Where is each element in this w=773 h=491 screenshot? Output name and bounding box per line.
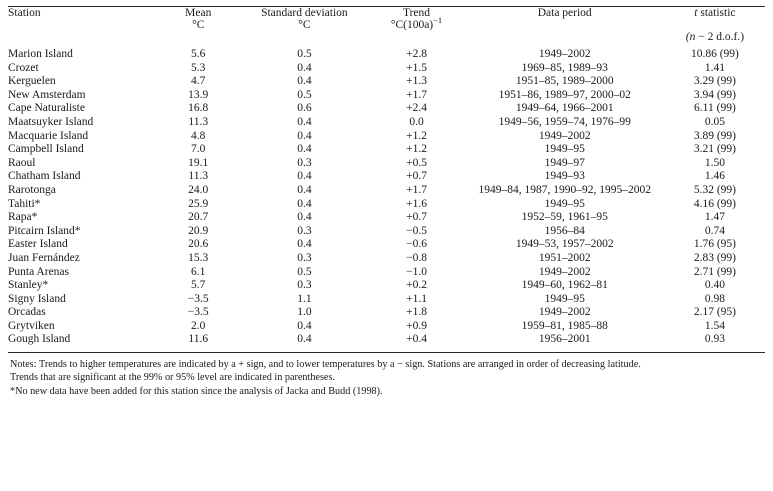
cell-data-period: 1951–2002 xyxy=(538,251,591,264)
cell-t-statistic: 2.83 (99) xyxy=(693,251,736,264)
cell-trend: +1.2 xyxy=(406,143,427,156)
t-statistic-symbol: t xyxy=(694,7,698,19)
cell-data-period: 1949–84, 1987, 1990–92, 1995–2002 xyxy=(478,183,651,196)
cell-station: Stanley* xyxy=(8,279,49,292)
cell-mean: 6.1 xyxy=(191,265,206,278)
cell-standard-deviation: 0.4 xyxy=(297,211,312,224)
cell-data-period: 1949–64, 1966–2001 xyxy=(515,102,614,115)
units-trend-exponent: −1 xyxy=(433,15,443,26)
units-t-blank xyxy=(665,19,765,31)
cell-trend: −0.5 xyxy=(406,224,427,237)
cell-t-statistic: 0.93 xyxy=(704,333,725,346)
column-header-data-period: Data period xyxy=(537,7,592,19)
cell-mean: 20.7 xyxy=(188,211,209,224)
cell-standard-deviation: 0.4 xyxy=(297,319,312,332)
column-header-standard-deviation: Standard deviation xyxy=(261,7,348,19)
cell-standard-deviation: 1.0 xyxy=(297,306,312,319)
table-notes xyxy=(8,353,765,398)
column-header-trend: Trend xyxy=(402,7,431,19)
cell-mean: 5.7 xyxy=(191,279,206,292)
cell-standard-deviation: 0.3 xyxy=(297,224,312,237)
cell-data-period: 1949–95 xyxy=(544,143,585,156)
table-row xyxy=(8,306,765,320)
cell-t-statistic: 1.46 xyxy=(704,170,725,183)
cell-t-statistic: 0.98 xyxy=(704,292,725,305)
cell-mean: 15.3 xyxy=(188,251,209,264)
cell-mean: 25.9 xyxy=(188,197,209,210)
cell-trend: +0.7 xyxy=(406,211,427,224)
cell-t-statistic: 3.29 (99) xyxy=(693,75,736,88)
cell-data-period: 1949–95 xyxy=(544,197,585,210)
cell-standard-deviation: 0.5 xyxy=(297,48,312,60)
table-row xyxy=(8,89,765,103)
cell-mean: 13.9 xyxy=(188,88,209,101)
cell-standard-deviation: 0.4 xyxy=(297,143,312,156)
cell-station: Grytviken xyxy=(8,319,55,332)
cell-standard-deviation: 0.4 xyxy=(297,183,312,196)
cell-t-statistic: 2.71 (99) xyxy=(693,265,736,278)
cell-mean: −3.5 xyxy=(187,306,209,319)
cell-station: Chatham Island xyxy=(8,170,81,183)
cell-trend: +2.4 xyxy=(406,102,427,115)
table-row xyxy=(8,198,765,212)
cell-trend: +0.5 xyxy=(406,156,427,169)
cell-standard-deviation: 0.4 xyxy=(297,170,312,183)
cell-station: Pitcairn Island* xyxy=(8,224,81,237)
cell-mean: 24.0 xyxy=(188,183,209,196)
cell-trend: +1.3 xyxy=(406,75,427,88)
units-station-blank xyxy=(8,19,156,31)
cell-trend: −0.8 xyxy=(406,251,427,264)
cell-data-period: 1959–81, 1985–88 xyxy=(521,319,608,332)
column-header-mean: Mean xyxy=(185,7,212,19)
cell-t-statistic: 0.40 xyxy=(704,279,725,292)
cell-station: Marion Island xyxy=(8,48,73,60)
cell-standard-deviation: 0.4 xyxy=(297,75,312,88)
cell-standard-deviation: 0.4 xyxy=(297,333,312,346)
table-row xyxy=(8,225,765,239)
cell-mean: 16.8 xyxy=(188,102,209,115)
header-row-units xyxy=(8,19,765,31)
table-row xyxy=(8,102,765,116)
cell-standard-deviation: 0.4 xyxy=(297,61,312,74)
cell-data-period: 1951–85, 1989–2000 xyxy=(515,75,614,88)
cell-data-period: 1949–60, 1962–81 xyxy=(521,279,608,292)
table-row xyxy=(8,211,765,225)
cell-station: Crozet xyxy=(8,61,39,74)
column-header-station: Station xyxy=(8,7,41,19)
table-row xyxy=(8,184,765,198)
cell-mean: −3.5 xyxy=(187,292,209,305)
table-row xyxy=(8,43,765,62)
cell-standard-deviation: 0.5 xyxy=(297,88,312,101)
table-row xyxy=(8,75,765,89)
cell-t-statistic: 1.41 xyxy=(704,61,725,74)
cell-trend: −0.6 xyxy=(406,238,427,251)
t-statistic-dof-note xyxy=(665,31,765,43)
cell-t-statistic: 10.86 (99) xyxy=(690,48,739,60)
units-trend xyxy=(368,15,464,31)
cell-station: New Amsterdam xyxy=(8,88,86,101)
cell-data-period: 1951–86, 1989–97, 2000–02 xyxy=(498,88,631,101)
t-statistic-word: statistic xyxy=(697,7,736,19)
cell-data-period: 1956–84 xyxy=(544,224,585,237)
cell-station: Tahiti* xyxy=(8,197,41,210)
cell-trend: −1.0 xyxy=(406,265,427,278)
table-row xyxy=(8,157,765,171)
cell-data-period: 1949–2002 xyxy=(538,265,591,278)
cell-mean: 4.7 xyxy=(191,75,206,88)
cell-station: Macquarie Island xyxy=(8,129,89,142)
cell-station: Maatsuyker Island xyxy=(8,115,94,128)
cell-station: Signy Island xyxy=(8,292,66,305)
cell-station: Raoul xyxy=(8,156,36,169)
cell-station: Gough Island xyxy=(8,333,71,346)
cell-t-statistic: 1.54 xyxy=(704,319,725,332)
cell-t-statistic: 3.94 (99) xyxy=(693,88,736,101)
cell-trend: +1.2 xyxy=(406,129,427,142)
cell-t-statistic: 5.32 (99) xyxy=(693,183,736,196)
cell-data-period: 1969–85, 1989–93 xyxy=(521,61,608,74)
cell-trend: +0.7 xyxy=(406,170,427,183)
cell-mean: 20.9 xyxy=(188,224,209,237)
cell-station: Punta Arenas xyxy=(8,265,70,278)
cell-standard-deviation: 0.4 xyxy=(297,129,312,142)
cell-mean: 5.6 xyxy=(191,48,206,60)
table-row xyxy=(8,333,765,352)
cell-data-period: 1952–59, 1961–95 xyxy=(521,211,608,224)
column-header-t-statistic xyxy=(665,7,765,19)
cell-station: Orcadas xyxy=(8,306,46,319)
cell-mean: 20.6 xyxy=(188,238,209,251)
table-header xyxy=(8,7,765,43)
table-row xyxy=(8,170,765,184)
cell-data-period: 1949–56, 1959–74, 1976–99 xyxy=(498,115,631,128)
cell-trend: +1.7 xyxy=(406,88,427,101)
cell-data-period: 1949–2002 xyxy=(538,129,591,142)
cell-trend: 0.0 xyxy=(409,115,424,128)
dof-sd-blank xyxy=(240,31,368,43)
header-row-dof xyxy=(8,31,765,43)
cell-standard-deviation: 0.4 xyxy=(297,238,312,251)
cell-trend: +0.4 xyxy=(406,333,427,346)
table-row xyxy=(8,116,765,130)
cell-t-statistic: 1.47 xyxy=(704,211,725,224)
cell-station: Cape Naturaliste xyxy=(8,102,85,115)
table-body xyxy=(8,43,765,352)
cell-trend: +0.9 xyxy=(406,319,427,332)
cell-t-statistic: 1.76 (95) xyxy=(693,238,736,251)
cell-t-statistic: 0.05 xyxy=(704,115,725,128)
cell-standard-deviation: 0.4 xyxy=(297,197,312,210)
table-row xyxy=(8,130,765,144)
units-mean: °C xyxy=(192,19,205,31)
table-row xyxy=(8,279,765,293)
cell-trend: +2.8 xyxy=(406,48,427,60)
notes-line-1: Notes: Trends to higher temperatures are indicated by a + sign, and to lower temperatures by a − sign. Stations are arranged in order of decreasing latitude. xyxy=(10,359,641,371)
cell-standard-deviation: 1.1 xyxy=(297,292,312,305)
dof-station-blank xyxy=(8,31,156,43)
cell-station: Easter Island xyxy=(8,238,68,251)
cell-mean: 4.8 xyxy=(191,129,206,142)
cell-data-period: 1949–2002 xyxy=(538,306,591,319)
dof-n-symbol: (n xyxy=(685,31,696,43)
cell-station: Rapa* xyxy=(8,211,38,224)
notes-line-2: Trends that are significant at the 99% or 95% level are indicated in parentheses. xyxy=(10,372,335,384)
cell-mean: 7.0 xyxy=(191,143,206,156)
cell-trend: +1.7 xyxy=(406,183,427,196)
table-row xyxy=(8,266,765,280)
header-row-titles xyxy=(8,7,765,19)
cell-station: Juan Fernández xyxy=(8,251,80,264)
cell-station: Kerguelen xyxy=(8,75,56,88)
cell-data-period: 1949–53, 1957–2002 xyxy=(515,238,614,251)
cell-standard-deviation: 0.3 xyxy=(297,279,312,292)
dof-rest: − 2 d.o.f.) xyxy=(695,31,745,43)
cell-t-statistic: 3.89 (99) xyxy=(693,129,736,142)
cell-trend: +1.8 xyxy=(406,306,427,319)
dof-period-blank xyxy=(465,31,665,43)
cell-mean: 11.3 xyxy=(188,115,209,128)
cell-trend: +1.6 xyxy=(406,197,427,210)
cell-data-period: 1949–95 xyxy=(544,292,585,305)
cell-t-statistic: 0.74 xyxy=(704,224,725,237)
cell-station: Rarotonga xyxy=(8,183,56,196)
cell-station: Campbell Island xyxy=(8,143,84,156)
cell-t-statistic: 2.17 (95) xyxy=(693,306,736,319)
cell-trend: +0.2 xyxy=(406,279,427,292)
units-trend-base: °C(100a) xyxy=(390,19,434,31)
cell-t-statistic: 3.21 (99) xyxy=(693,143,736,156)
cell-standard-deviation: 0.3 xyxy=(297,156,312,169)
station-trends-table xyxy=(8,7,765,352)
units-standard-deviation: °C xyxy=(298,19,311,31)
cell-data-period: 1956–2001 xyxy=(538,333,591,346)
cell-mean: 11.6 xyxy=(188,333,209,346)
cell-standard-deviation: 0.3 xyxy=(297,251,312,264)
table-row xyxy=(8,293,765,307)
units-period-blank xyxy=(465,19,665,31)
cell-standard-deviation: 0.6 xyxy=(297,102,312,115)
table-row xyxy=(8,252,765,266)
dof-trend-blank xyxy=(368,31,464,43)
cell-t-statistic: 4.16 (99) xyxy=(693,197,736,210)
cell-mean: 5.3 xyxy=(191,61,206,74)
table-page xyxy=(0,6,773,491)
cell-data-period: 1949–2002 xyxy=(538,48,591,60)
cell-standard-deviation: 0.4 xyxy=(297,115,312,128)
cell-trend: +1.1 xyxy=(406,292,427,305)
table-row xyxy=(8,238,765,252)
cell-mean: 2.0 xyxy=(191,319,206,332)
notes-line-3: *No new data have been added for this station since the analysis of Jacka and Budd (1998). xyxy=(10,385,383,397)
cell-standard-deviation: 0.5 xyxy=(297,265,312,278)
table-row xyxy=(8,62,765,76)
cell-mean: 11.3 xyxy=(188,170,209,183)
cell-data-period: 1949–93 xyxy=(544,170,585,183)
cell-mean: 19.1 xyxy=(188,156,209,169)
table-row xyxy=(8,143,765,157)
cell-trend: +1.5 xyxy=(406,61,427,74)
cell-t-statistic: 1.50 xyxy=(704,156,725,169)
cell-t-statistic: 6.11 (99) xyxy=(694,102,736,115)
dof-mean-blank xyxy=(156,31,240,43)
cell-data-period: 1949–97 xyxy=(544,156,585,169)
table-row xyxy=(8,320,765,334)
